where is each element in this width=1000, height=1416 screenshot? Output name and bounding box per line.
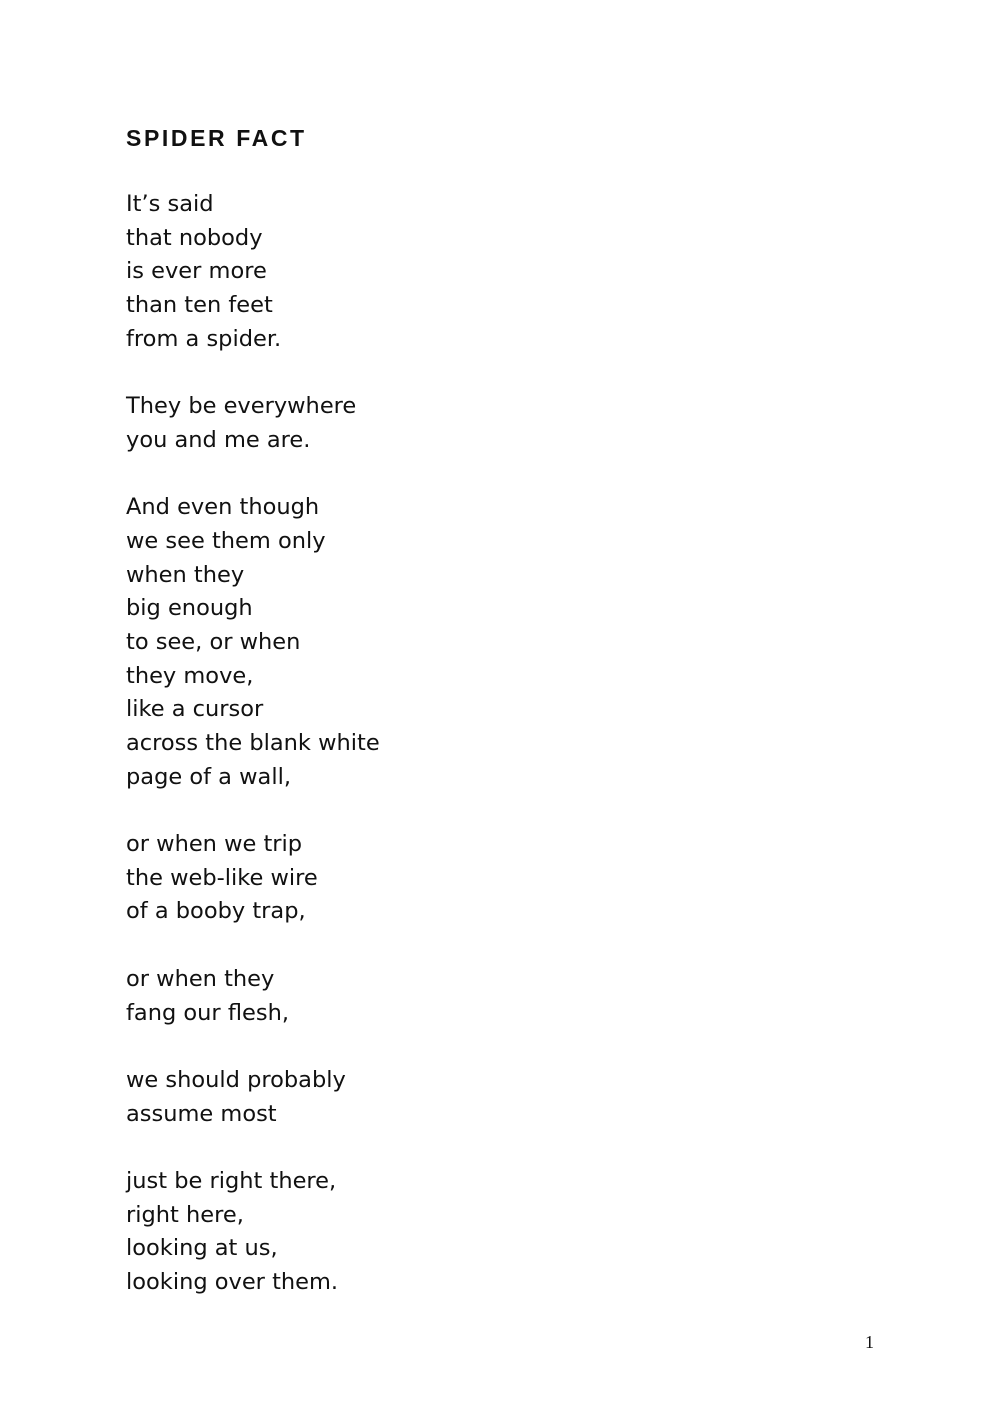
stanza-1 — [126, 188, 826, 356]
poem-title: SPIDER FACT — [126, 125, 307, 151]
poem-line: They be everywhere — [126, 393, 357, 420]
poem-line: It’s said — [126, 191, 214, 217]
poem-line: from a spider. — [126, 325, 282, 352]
poem-line: just be right there, — [126, 1167, 337, 1194]
poem-line: big enough — [126, 595, 253, 622]
poem-line: right here, — [126, 1201, 244, 1228]
stanza-4 — [126, 828, 826, 929]
poem-line: you and me are. — [126, 426, 311, 453]
poem-line: assume most — [126, 1100, 277, 1127]
poem-line: across the blank white — [126, 730, 380, 756]
poem-line: or when we trip — [126, 831, 303, 858]
poem-line: looking over them. — [126, 1269, 339, 1295]
stanza-2 — [126, 390, 826, 457]
poem-body — [126, 188, 826, 1333]
stanza-7 — [126, 1165, 826, 1300]
poem-line: of a booby trap, — [126, 898, 306, 925]
poem-line: they move, — [126, 662, 254, 689]
poem-line: we see them only — [126, 527, 326, 554]
poem-line: we should probably — [126, 1066, 346, 1093]
poem-line: or when they — [126, 965, 275, 992]
poem-line: fang our flesh, — [126, 999, 289, 1026]
stanza-5 — [126, 963, 826, 1030]
poem-line: looking at us, — [126, 1235, 278, 1262]
stanza-3 — [126, 491, 826, 794]
poem-line: And even though — [126, 494, 320, 521]
poem-line: page of a wall, — [126, 763, 291, 790]
poem-line: the web-like wire — [126, 864, 318, 891]
poem-line: that nobody — [126, 224, 263, 251]
page-number: 1 — [865, 1332, 874, 1352]
poem-line: when they — [126, 561, 245, 588]
poem-line: like a cursor — [126, 696, 264, 723]
poem-line: is ever more — [126, 258, 267, 285]
stanza-6 — [126, 1064, 826, 1131]
poem-line: than ten feet — [126, 292, 273, 319]
poem-line: to see, or when — [126, 628, 301, 655]
